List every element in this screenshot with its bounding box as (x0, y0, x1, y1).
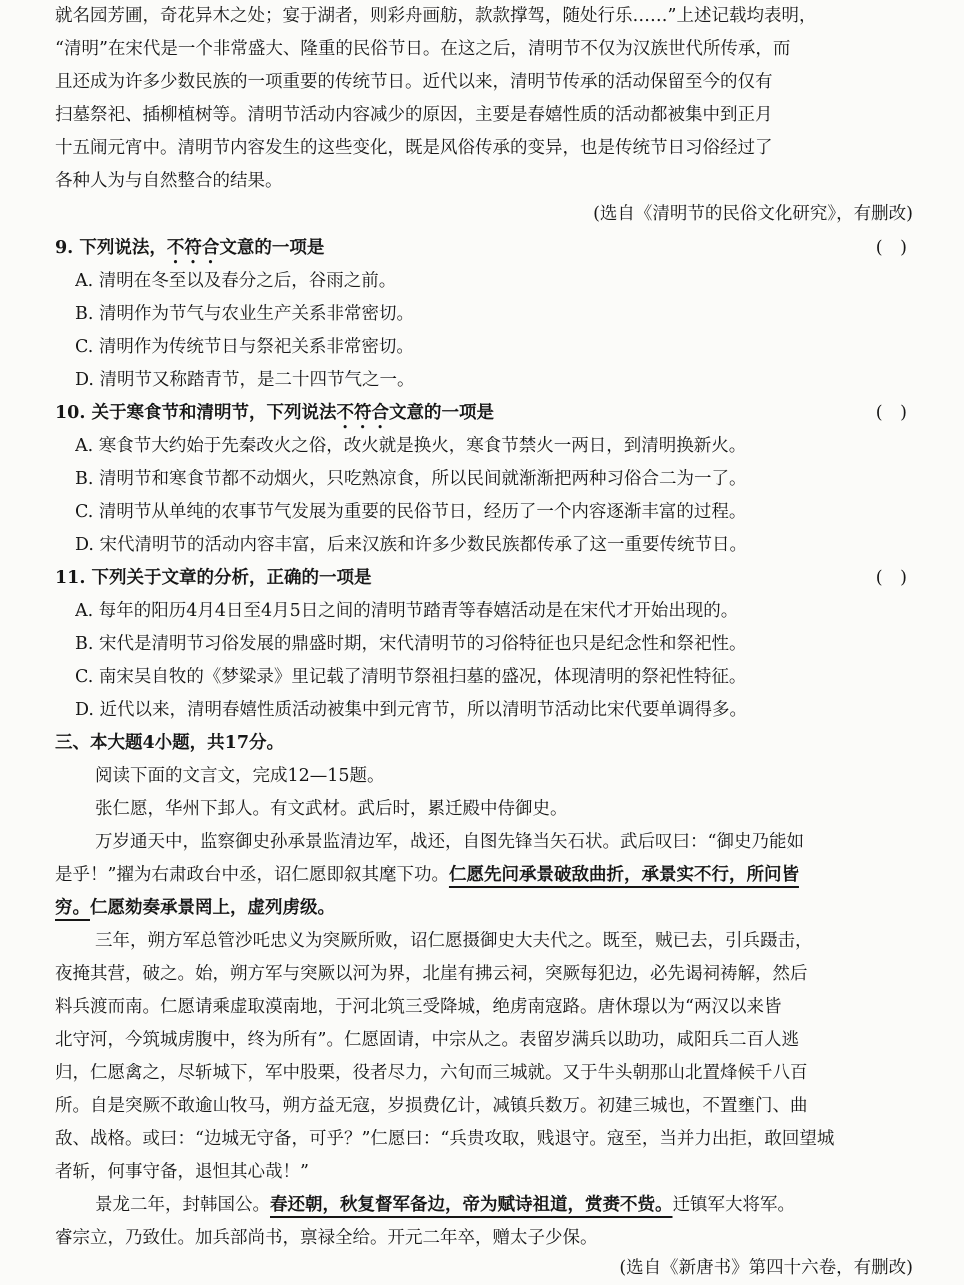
question-emphasis: 不符合 (166, 238, 220, 258)
classical-line (55, 892, 913, 925)
option-d: D. 宋代清明节的活动内容丰富，后来汉族和许多少数民族都传承了这一重要传统节日。 (75, 535, 748, 555)
passage-line: 且还成为许多少数民族的一项重要的传统节日。近代以来，清明节传承的活动保留至今的仅有 (55, 72, 773, 92)
option-c: C. 清明作为传统节日与祭祀关系非常密切。 (75, 337, 414, 357)
option-b: B. 清明节和寒食节都不动烟火，只吃熟凉食，所以民间就渐渐把两种习俗合二为一了。 (75, 469, 747, 489)
option-b: B. 清明作为节气与农业生产关系非常密切。 (75, 304, 414, 324)
classical-paragraph: 张仁愿，华州下邽人。有文武材。武后时，累迁殿中侍御史。 (95, 799, 568, 819)
answer-blank[interactable]: ( ) (875, 568, 913, 588)
section-instruction: 阅读下面的文言文，完成12—15题。 (95, 766, 385, 786)
classical-text: 仁愿劾奏承景罔上，虚列虏级。 (90, 898, 335, 918)
underlined-sentence: 仁愿先问承景破敌曲折，承景实不行，所问皆 (448, 865, 799, 885)
classical-text: 迁镇军大将军。 (672, 1195, 795, 1215)
classical-line: 料兵渡而南。仁愿请乘虚取漠南地，于河北筑三受降城，绝虏南寇路。唐休璟以为“两汉以来皆 (55, 997, 782, 1017)
answer-blank[interactable]: ( ) (875, 403, 913, 423)
classical-line: 睿宗立，乃致仕。加兵部尚书，禀禄全给。开元二年卒，赠太子少保。 (55, 1228, 598, 1248)
answer-blank[interactable]: ( ) (875, 238, 913, 258)
classical-line: 万岁通天中，监察御史孙承景监清边军，战还，自图先锋当矢石状。武后叹曰：“御史乃能如 (95, 832, 804, 852)
question-text: 文意的一项是 (219, 238, 325, 258)
section-heading: 三、本大题4小题，共17分。 (55, 733, 285, 753)
option-a: A. 清明在冬至以及春分之后，谷雨之前。 (75, 271, 397, 291)
classical-line: 所。自是突厥不敢逾山牧马，朔方益无寇，岁损费亿计，减镇兵数万。初建三城也，不置壅门、曲 (55, 1096, 808, 1116)
option-b: B. 宋代是清明节习俗发展的鼎盛时期，宋代清明节的习俗特征也只是纪念性和祭祀性。 (75, 634, 747, 654)
passage-line: 就名园芳圃，奇花异木之处；宴于湖者，则彩舟画舫，款款撑驾，随处行乐……”上述记载均表明， (55, 6, 817, 26)
question-9 (55, 232, 913, 265)
passage-line: 十五闹元宵中。清明节内容发生的这些变化，既是风俗传承的变异，也是传统节日习俗经过了 (55, 138, 773, 158)
option-c: C. 清明节从单纯的农事节气发展为重要的民俗节日，经历了一个内容逐渐丰富的过程。 (75, 502, 747, 522)
question-text: 11. 下列关于文章的分析，正确的一项是 (55, 568, 372, 588)
underlined-sentence: 穷。 (55, 898, 90, 918)
option-d: D. 清明节又称踏青节，是二十四节气之一。 (75, 370, 415, 390)
classical-text: 是乎！”擢为右肃政台中丞，诏仁愿即叙其麾下功。 (55, 865, 449, 885)
passage-line: 各种人为与自然整合的结果。 (55, 171, 283, 191)
classical-line (55, 859, 913, 892)
option-c: C. 南宋吴自牧的《梦粱录》里记载了清明节祭祖扫墓的盛况，体现清明的祭祀性特征。 (75, 667, 747, 687)
option-a: A. 寒食节大约始于先秦改火之俗，改火就是换火，寒食节禁火一两日，到清明换新火。 (75, 436, 747, 456)
question-emphasis: 不符合 (336, 403, 390, 423)
question-11 (55, 562, 913, 595)
classical-text: 景龙二年，封韩国公。 (95, 1195, 270, 1215)
classical-line: 北守河，今筑城虏腹中，终为所有”。仁愿固请，中宗从之。表留岁满兵以助功，咸阳兵二百人逃 (55, 1030, 799, 1050)
classical-line: 夜掩其营，破之。始，朔方军与突厥以河为界，北崖有拂云祠，突厥每犯边，必先谒祠祷解，然后 (55, 964, 808, 984)
question-text: 文意的一项是 (389, 403, 495, 423)
question-text: 9. 下列说法， (55, 238, 167, 258)
option-a: A. 每年的阳历4月4日至4月5日之间的清明节踏青等春嬉活动是在宋代才开始出现的。 (75, 601, 739, 621)
question-text: 10. 关于寒食节和清明节，下列说法 (55, 403, 337, 423)
classical-line: 敌、战格。或曰：“边城无守备，可乎？”仁愿曰：“兵贵攻取，贱退守。寇至，当并力出拒，敢回望城 (55, 1129, 835, 1149)
passage-line: “清明”在宋代是一个非常盛大、隆重的民俗节日。在这之后，清明节不仅为汉族世代所传承，而 (55, 39, 791, 59)
classical-line: 三年，朔方军总管沙吒忠义为突厥所败，诏仁愿摄御史大夫代之。既至，贼已去，引兵蹑击， (95, 931, 813, 951)
classical-line: 归，仁愿禽之，尽斩城下，军中股栗，役者尽力，六旬而三城就。又于牛头朝那山北置烽候千八百 (55, 1063, 808, 1083)
classical-source: (选自《新唐书》第四十六卷，有删改) (619, 1258, 913, 1278)
classical-line: 者斩，何事守备，退怛其心哉！” (55, 1162, 309, 1182)
passage-line: 扫墓祭祀、插柳植树等。清明节活动内容减少的原因，主要是春嬉性质的活动都被集中到正月 (55, 105, 773, 125)
passage-source: (选自《清明节的民俗文化研究》，有删改) (593, 204, 913, 224)
question-10 (55, 397, 913, 430)
classical-line (95, 1189, 913, 1222)
option-d: D. 近代以来，清明春嬉性质活动被集中到元宵节，所以清明节活动比宋代要单调得多。 (75, 700, 748, 720)
underlined-sentence: 春还朝，秋复督军备边，帝为赋诗祖道，赏赉不赀。 (270, 1195, 673, 1215)
